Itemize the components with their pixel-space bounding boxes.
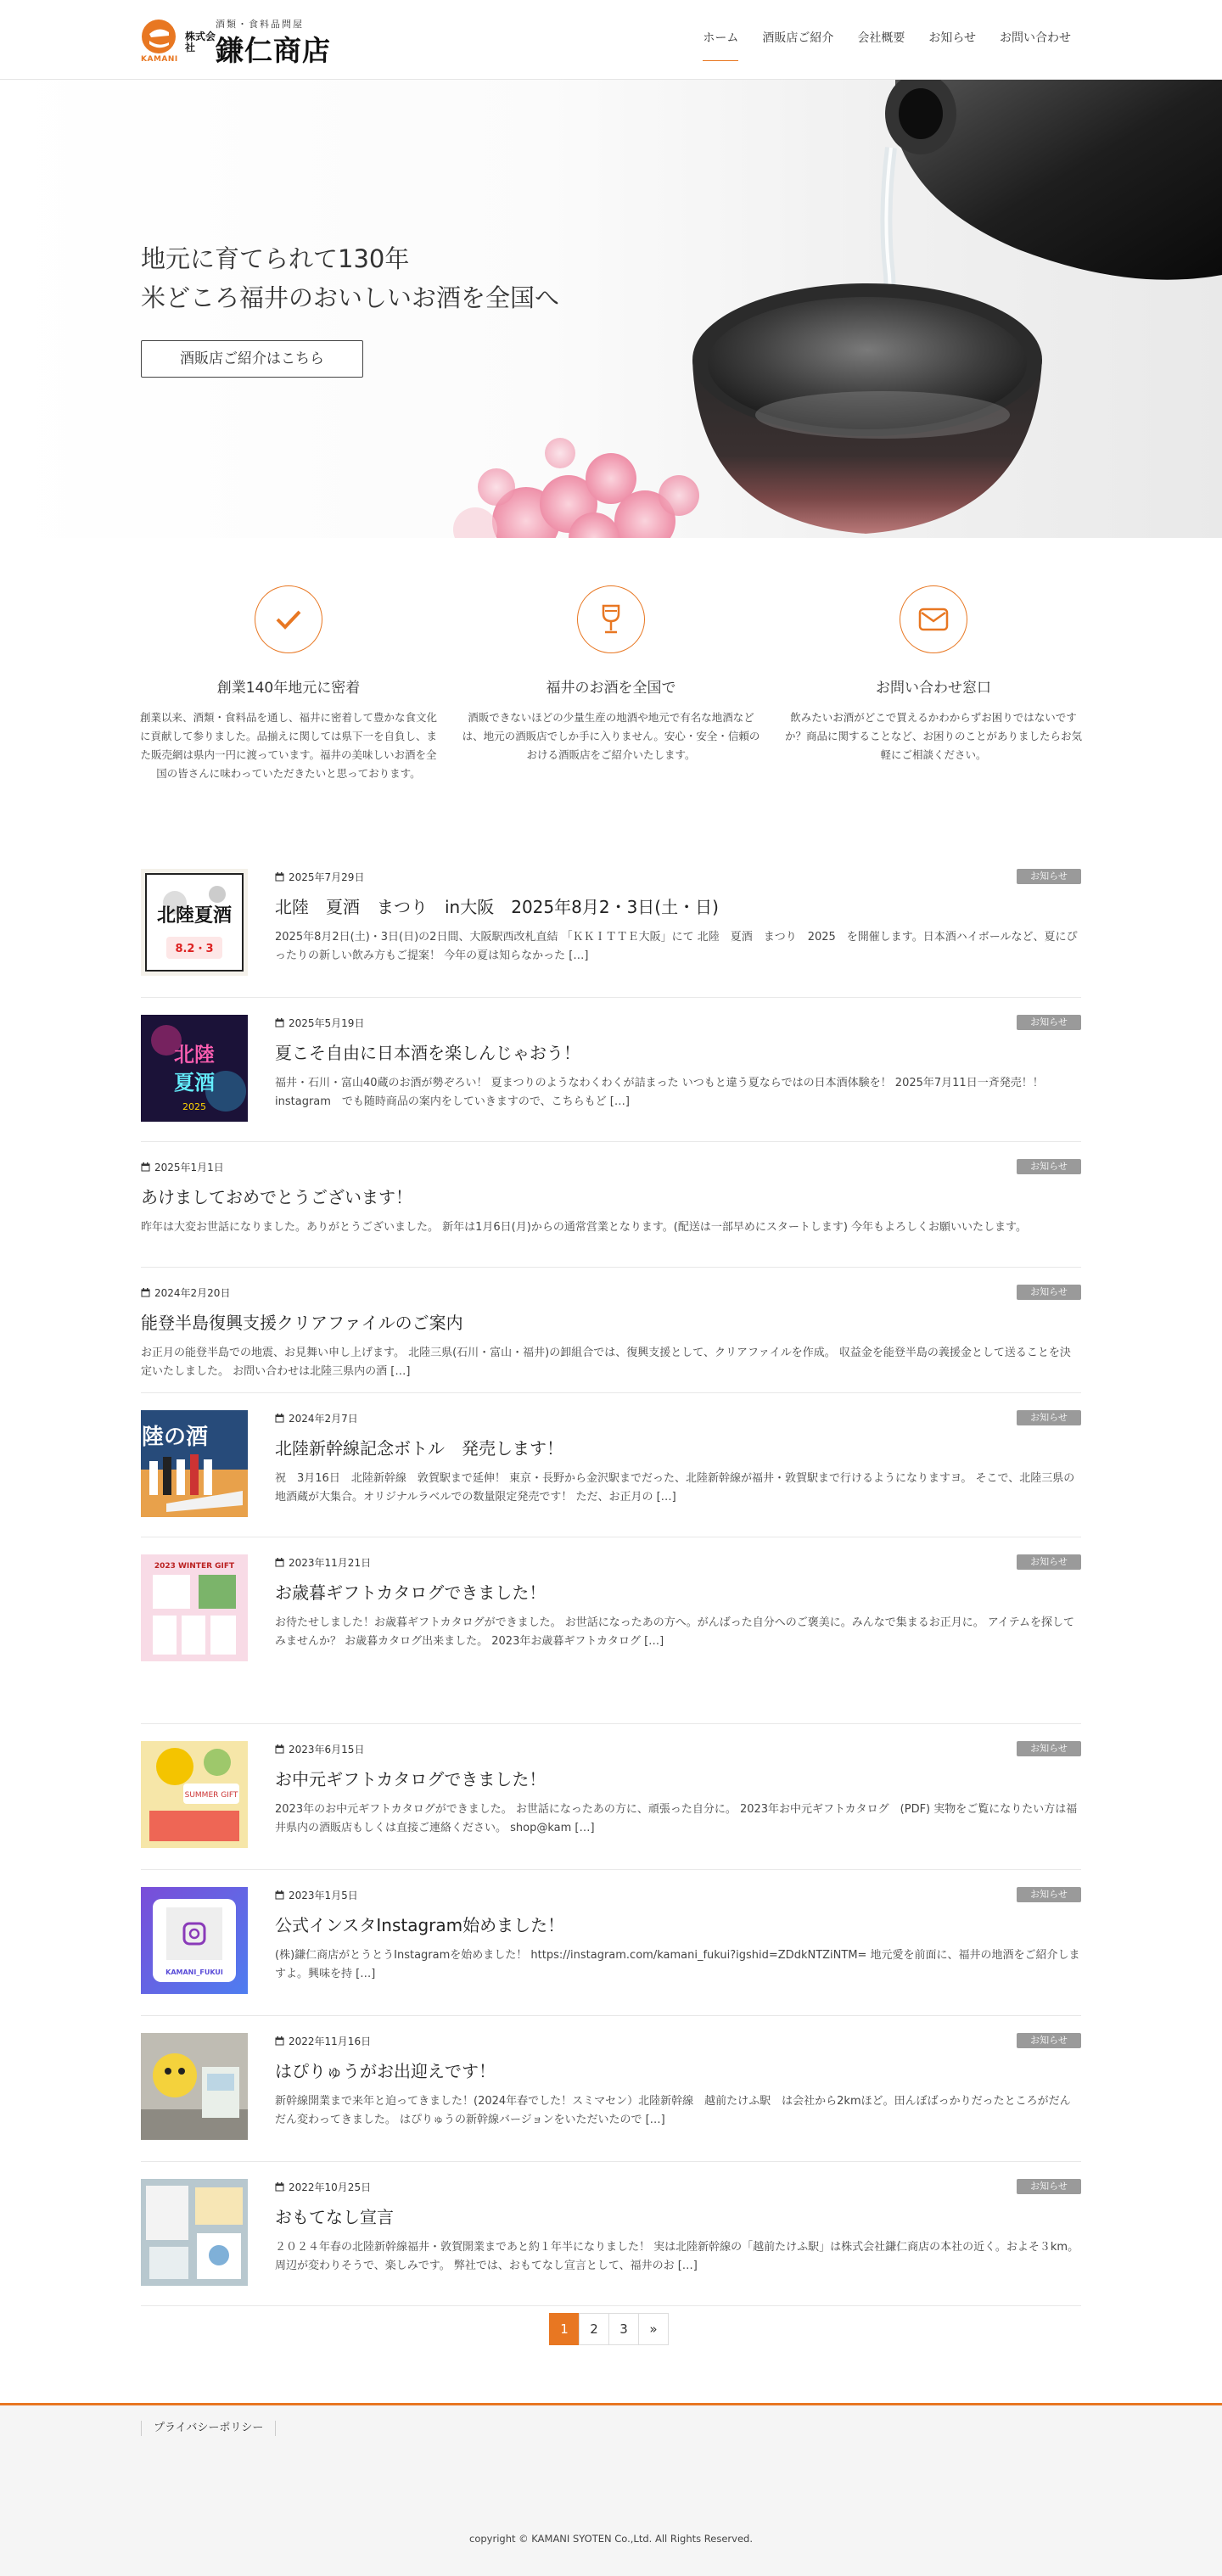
news-date: [275, 2179, 1081, 2194]
news-excerpt: 新幹線開業まで来年と迫ってきました！(2024年春でした！スミマセン）北陸新幹線 越前たけふ駅 は会社から2kmほど。田んぼばっかりだったところがだんだん変わってきました。 はぴりゅうの新幹線バージョンをいただいたので […]: [275, 2095, 1071, 2126]
news-item[interactable]: [141, 2162, 1081, 2306]
news-date: [275, 869, 1081, 884]
news-title[interactable]: あけましておめでとうございます！: [141, 1187, 412, 1207]
news-date: [275, 2033, 1081, 2048]
nav-news[interactable]: お知らせ: [928, 31, 976, 45]
shop-intro-button[interactable]: 酒販店ご紹介はこちら: [141, 340, 363, 378]
news-category-badge[interactable]: お知らせ: [1017, 1285, 1081, 1300]
svg-text:2023 WINTER GIFT: 2023 WINTER GIFT: [154, 1562, 235, 1571]
news-item[interactable]: [141, 1870, 1081, 2016]
news-list: [141, 852, 1081, 2306]
hero-title: [141, 239, 559, 317]
news-date-text: 2025年7月29日: [289, 871, 365, 883]
news-title[interactable]: はぴりゅうがお出迎えです！: [275, 2061, 496, 2081]
calendar-icon: [275, 2036, 284, 2046]
feature-text: 飲みたいお酒がどこで買えるかわからずお困りではないですか？商品に関することなど、お困りのことがありましたらお気軽にご相談ください。: [784, 711, 1082, 761]
wine-glass-icon: [601, 604, 621, 635]
news-thumbnail[interactable]: [141, 2179, 248, 2286]
news-item[interactable]: [141, 1537, 1081, 1724]
site-footer: [0, 2403, 1222, 2576]
brand-en: KAMANI: [141, 55, 178, 64]
news-body: [275, 1554, 1081, 1651]
news-date-text: 2022年10月25日: [289, 2181, 372, 2193]
news-title[interactable]: 夏こそ自由に日本酒を楽しんじゃおう！: [275, 1043, 580, 1063]
news-body: [275, 2179, 1081, 2276]
news-date-text: 2023年1月5日: [289, 1889, 358, 1901]
features-section: [0, 538, 1222, 852]
calendar-icon: [275, 1890, 284, 1900]
news-item[interactable]: [141, 2016, 1081, 2162]
calendar-icon: [141, 1288, 150, 1297]
feature-title: 創業140年地元に密着: [216, 680, 361, 697]
feature-title: 福井のお酒を全国で: [546, 680, 676, 697]
check-icon: [274, 608, 303, 631]
feature-text: 酒販できないほどの少量生産の地酒や地元で有名な地酒などは、地元の酒販店でしか手に入りません。安心・安全・信頼のおける酒販店をご紹介いたします。: [462, 711, 760, 761]
nav-shops[interactable]: 酒販店ご紹介: [762, 31, 834, 45]
news-category-badge[interactable]: お知らせ: [1017, 1410, 1081, 1425]
news-title[interactable]: 能登半島復興支援クリアファイルのご案内: [141, 1313, 463, 1333]
svg-text:北陸: 北陸: [174, 1043, 215, 1067]
news-date-text: 2024年2月20日: [154, 1286, 231, 1299]
page-2[interactable]: 2: [579, 2313, 609, 2345]
news-excerpt: お正月の能登半島での地震、お見舞い申し上げます。 北陸三県(石川・富山・福井)の卸組合では、復興支援として、クリアファイルを作成。 収益金を能登半島の義援金として送ることを決定いたしました。 お問い合わせは北陸三県内の酒 […]: [141, 1347, 1071, 1378]
news-thumbnail[interactable]: [141, 1015, 248, 1122]
brand-name: 鎌仁商店: [216, 34, 331, 67]
news-date-text: 2023年11月21日: [289, 1556, 372, 1569]
feature-icon-circle: [900, 585, 967, 653]
news-title[interactable]: 北陸 夏酒 まつり in大阪 2025年8月2・3日(土・日): [275, 897, 719, 917]
news-item[interactable]: [141, 1268, 1081, 1393]
news-body: [275, 1741, 1081, 1838]
news-body: [141, 1159, 1081, 1237]
news-excerpt: 2023年のお中元ギフトカタログができました。 お世話になったあの方に、頑張った自分に。 2023年お中元ギフトカタログ (PDF) 実物をご覧になりたい方は福井県内の酒販店もしくは直接ご連絡ください。 shop@kam […]: [275, 1803, 1078, 1834]
svg-text:2025: 2025: [182, 1101, 206, 1112]
news-category-badge[interactable]: お知らせ: [1017, 2033, 1081, 2048]
news-thumbnail[interactable]: [141, 2033, 248, 2140]
feature-nationwide: [458, 585, 764, 764]
page-next[interactable]: »: [638, 2313, 669, 2345]
news-date: [141, 1159, 1081, 1174]
site-header: [0, 0, 1222, 80]
nav-contact[interactable]: お問い合わせ: [1000, 31, 1071, 45]
calendar-icon: [275, 1414, 284, 1423]
hero-title-line2: 米どころ福井のおいしいお酒を全国へ: [141, 283, 560, 312]
news-item[interactable]: [141, 1724, 1081, 1870]
site-logo[interactable]: [141, 17, 336, 67]
news-category-badge[interactable]: お知らせ: [1017, 2179, 1081, 2194]
news-category-badge[interactable]: お知らせ: [1017, 1015, 1081, 1030]
nav-company[interactable]: 会社概要: [857, 31, 905, 45]
news-category-badge[interactable]: お知らせ: [1017, 1887, 1081, 1902]
calendar-icon: [275, 1018, 284, 1028]
news-title[interactable]: お歳暮ギフトカタログできました！: [275, 1582, 547, 1603]
nav-home[interactable]: ホーム: [703, 0, 738, 61]
feature-icon-circle: [255, 585, 322, 653]
news-excerpt: 2025年8月2日(土)・3日(日)の2日間、大阪駅西改札直結 「ＫＫＩＴＴＥ大阪」にて 北陸 夏酒 まつり 2025 を開催します。日本酒ハイボールなど、夏にぴったりの新しい飲み方もご提案！ 今年の夏は知らなかった […]: [275, 931, 1078, 962]
kamani-logo-icon: [141, 19, 177, 54]
feature-local: [136, 585, 441, 783]
news-title[interactable]: 北陸新幹線記念ボトル 発売します！: [275, 1438, 563, 1459]
news-body: [275, 869, 1081, 966]
news-body: [275, 1015, 1081, 1112]
news-item[interactable]: [141, 1142, 1081, 1268]
news-excerpt: 祝 3月16日 北陸新幹線 敦賀駅まで延伸！ 東京・長野から金沢駅までだった、北陸新幹線が福井・敦賀駅まで行けるようになりますヨ。 そこで、北陸三県の地酒蔵が大集合。オリジナルラベルでの数量限定発売です！ ただ、お正月の […]: [275, 1472, 1075, 1504]
calendar-icon: [275, 1558, 284, 1567]
brand-subtitle: 酒類・食料品問屋: [216, 19, 304, 30]
news-date: [141, 1285, 1081, 1300]
news-date: [275, 1741, 1081, 1756]
news-title[interactable]: 公式インスタInstagram始めました！: [275, 1915, 565, 1935]
news-date: [275, 1887, 1081, 1902]
hero-banner: [0, 80, 1222, 538]
news-date-text: 2025年5月19日: [289, 1016, 365, 1029]
news-title[interactable]: おもてなし宣言: [275, 2207, 394, 2227]
hero-title-line1: 地元に育てられて130年: [141, 244, 410, 273]
news-excerpt: お待たせしました！お歳暮ギフトカタログができました。 お世話になったあの方へ。がんばった自分へのご褒美に。みんなで集まるお正月に。 アイテムを探してみませんか？ お歳暮カタログ出来ました。 2023年お歳暮ギフトカタログ […]: [275, 1616, 1075, 1648]
calendar-icon: [275, 1744, 284, 1754]
calendar-icon: [275, 2182, 284, 2192]
news-excerpt: ２０２４年春の北陸新幹線福井・敦賀開業まであと約１年半になりました！ 実は北陸新幹線の「越前たけふ駅」は株式会社鎌仁商店の本社の近く。およそ３km。周辺が変わりそうで、楽しみです。 弊社では、おもてなし宣言として、福井のお […]: [275, 2241, 1079, 2272]
news-body: [275, 1887, 1081, 1984]
svg-text:8.2・3: 8.2・3: [175, 943, 214, 955]
news-category-badge[interactable]: お知らせ: [1017, 1554, 1081, 1570]
news-thumbnail[interactable]: [141, 869, 248, 976]
news-thumbnail[interactable]: [141, 1410, 248, 1517]
feature-text: 創業以来、酒類・食料品を通し、福井に密着して豊かな食文化に貢献して参りました。品揃えに関しては県下一を自負し、また販売網は県内一円に渡っています。福井の美味しいお酒を全国の皆さんに味わっていただきたいと思っております。: [139, 711, 437, 780]
news-excerpt: (株)鎌仁商店がとうとうInstagramを始めました！ https://instagram.com/kamani_fukui?igshid=ZDdkNTZiNTM= 地元愛を前面に、福井の地酒をご紹介しますよ。興味を持 […]: [275, 1949, 1080, 1980]
news-date: [275, 1410, 1081, 1425]
news-date-text: 2023年6月15日: [289, 1743, 365, 1756]
news-item[interactable]: [141, 852, 1081, 998]
svg-text:陸の酒: 陸の酒: [141, 1425, 209, 1450]
privacy-policy-link[interactable]: プライバシーポリシー: [141, 2421, 276, 2436]
feature-icon-circle: [577, 585, 645, 653]
news-thumbnail[interactable]: [141, 1554, 248, 1661]
page-3[interactable]: 3: [608, 2313, 639, 2345]
news-excerpt: 福井・石川・富山40蔵のお酒が勢ぞろい！ 夏まつりのようなわくわくが詰まった いつもと違う夏ならではの日本酒体験を！ 2025年7月11日一斉発売！！ instagram でも随時商品の案内をしていきますので、こちらもど […]: [275, 1077, 1044, 1108]
copyright: copyright © KAMANI SYOTEN Co.,Ltd. All Rights Reserved.: [469, 2533, 753, 2545]
calendar-icon: [141, 1162, 150, 1172]
news-category-badge[interactable]: お知らせ: [1017, 1159, 1081, 1174]
news-date-text: 2025年1月1日: [154, 1161, 224, 1173]
news-date: [275, 1015, 1081, 1030]
feature-contact: [781, 585, 1086, 764]
pagination: [550, 2313, 669, 2345]
news-date-text: 2022年11月16日: [289, 2035, 372, 2047]
news-thumbnail[interactable]: [141, 1887, 248, 1994]
page-1[interactable]: 1: [549, 2313, 580, 2345]
news-body: [275, 2033, 1081, 2130]
news-item[interactable]: [141, 1393, 1081, 1537]
svg-text:KAMANI_FUKUI: KAMANI_FUKUI: [165, 1968, 223, 1976]
news-body: [275, 1410, 1081, 1507]
news-category-badge[interactable]: お知らせ: [1017, 869, 1081, 884]
main-nav: [679, 0, 1071, 80]
svg-text:SUMMER GIFT: SUMMER GIFT: [184, 1791, 238, 1800]
news-body: [141, 1285, 1081, 1381]
news-title[interactable]: お中元ギフトカタログできました！: [275, 1769, 547, 1789]
news-item[interactable]: [141, 998, 1081, 1142]
news-category-badge[interactable]: お知らせ: [1017, 1741, 1081, 1756]
brand-kind: 株式会社: [185, 31, 216, 53]
thumb-text: 北陸夏酒: [156, 905, 233, 927]
news-date-text: 2024年2月7日: [289, 1412, 358, 1425]
calendar-icon: [275, 872, 284, 882]
svg-text:夏酒: 夏酒: [174, 1071, 215, 1095]
feature-title: お問い合わせ窓口: [876, 680, 991, 697]
envelope-icon: [918, 608, 949, 631]
news-excerpt: 昨年は大変お世話になりました。ありがとうございました。 新年は1月6日(月)からの通常営業となります。(配送は一部早めにスタートします) 今年もよろしくお願いいたします。: [141, 1221, 1028, 1234]
news-thumbnail[interactable]: [141, 1741, 248, 1848]
news-date: [275, 1554, 1081, 1570]
